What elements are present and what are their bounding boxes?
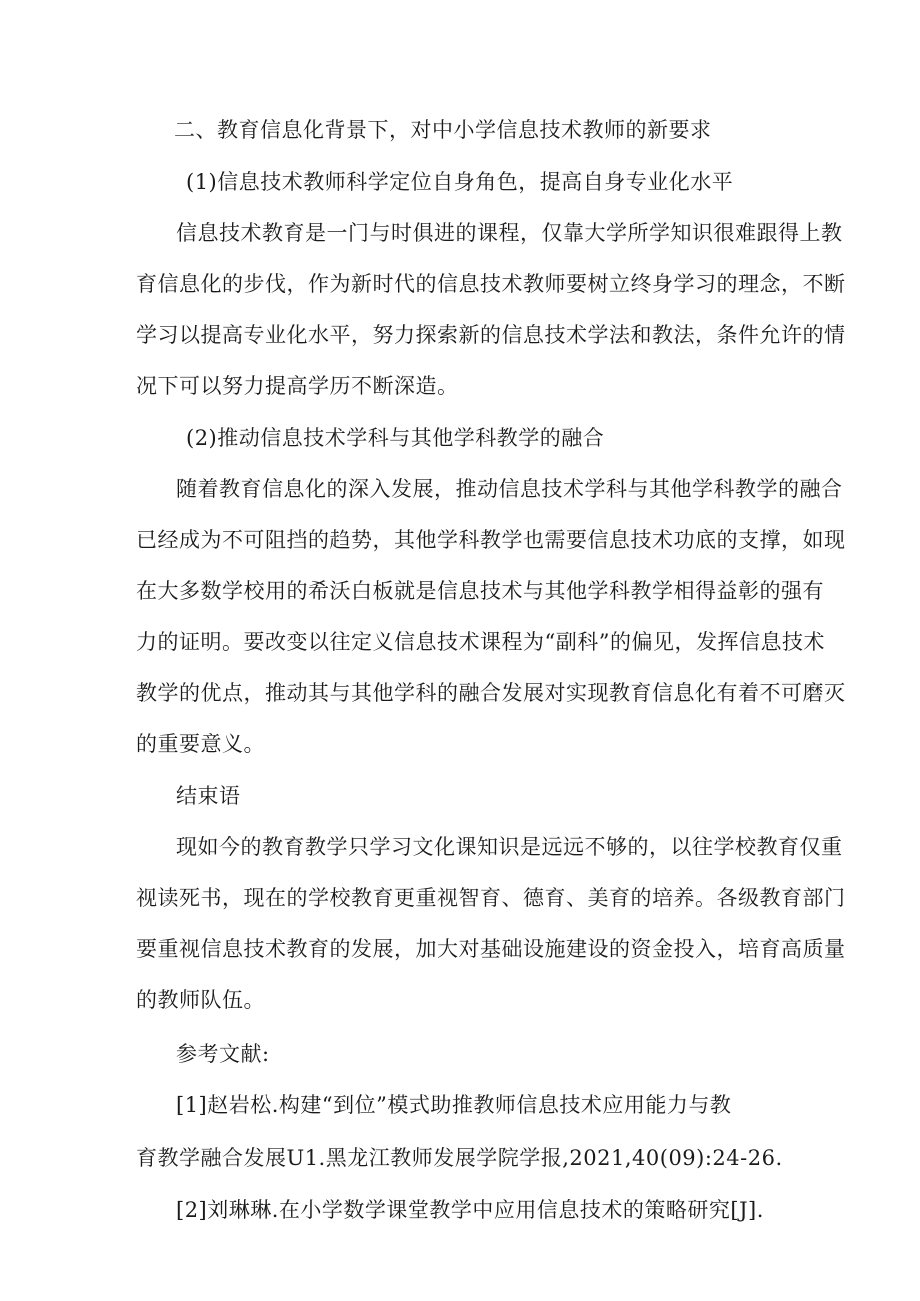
paragraph-line: 已经成为不可阻挡的趋势，其他学科教学也需要信息技术功底的支撑，如现 [136,528,846,552]
paragraph-line: 况下可以努力提高学历不断深造。 [136,374,459,398]
references-heading: 参考文献: [176,1042,270,1066]
paragraph-line: 信息技术教育是一门与时俱进的课程，仅靠大学所学知识很难跟得上教 [176,221,843,245]
paragraph-line: 教学的优点，推动其与其他学科的融合发展对实现教育信息化有着不可磨灭 [136,681,846,705]
paragraph-line: 的重要意义。 [136,732,265,756]
conclusion-heading: 结束语 [176,784,241,808]
reference-item-1-line-2: 育教学融合发展U1.黑龙江教师发展学院学报,2021,40(09):24-26. [136,1146,783,1170]
paragraph-line: 现如今的教育教学只学习文化课知识是远远不够的，以往学校教育仅重 [176,835,843,859]
subsection-heading-1: (1)信息技术教师科学定位自身角色，提高自身专业化水平 [186,170,734,194]
paragraph-line: 育信息化的步伐，作为新时代的信息技术教师要树立终身学习的理念，不断 [136,272,846,296]
subsection-heading-2: (2)推动信息技术学科与其他学科教学的融合 [186,426,605,450]
paragraph-line: 的教师队伍。 [136,988,265,1012]
reference-item-2-line-1: [2]刘琳琳.在小学数学课堂教学中应用信息技术的策略研究[J]. [176,1198,764,1222]
paragraph-line: 视读死书，现在的学校教育更重视智育、德育、美育的培养。各级教育部门 [136,886,846,910]
paragraph-line: 学习以提高专业化水平，努力探索新的信息技术学法和教法，条件允许的情 [136,323,846,347]
reference-item-1-line-1: [1]赵岩松.构建“到位”模式助推教师信息技术应用能力与教 [176,1093,732,1117]
paragraph-line: 随着教育信息化的深入发展，推动信息技术学科与其他学科教学的融合 [176,477,843,501]
paragraph-line: 要重视信息技术教育的发展，加大对基础设施建设的资金投入，培育高质量 [136,937,846,961]
paragraph-line: 力的证明。要改变以往定义信息技术课程为“副科”的偏见，发挥信息技术 [136,630,825,654]
paragraph-line: 在大多数学校用的希沃白板就是信息技术与其他学科教学相得益彰的强有 [136,579,824,603]
section-heading: 二、教育信息化背景下，对中小学信息技术教师的新要求 [174,118,712,142]
